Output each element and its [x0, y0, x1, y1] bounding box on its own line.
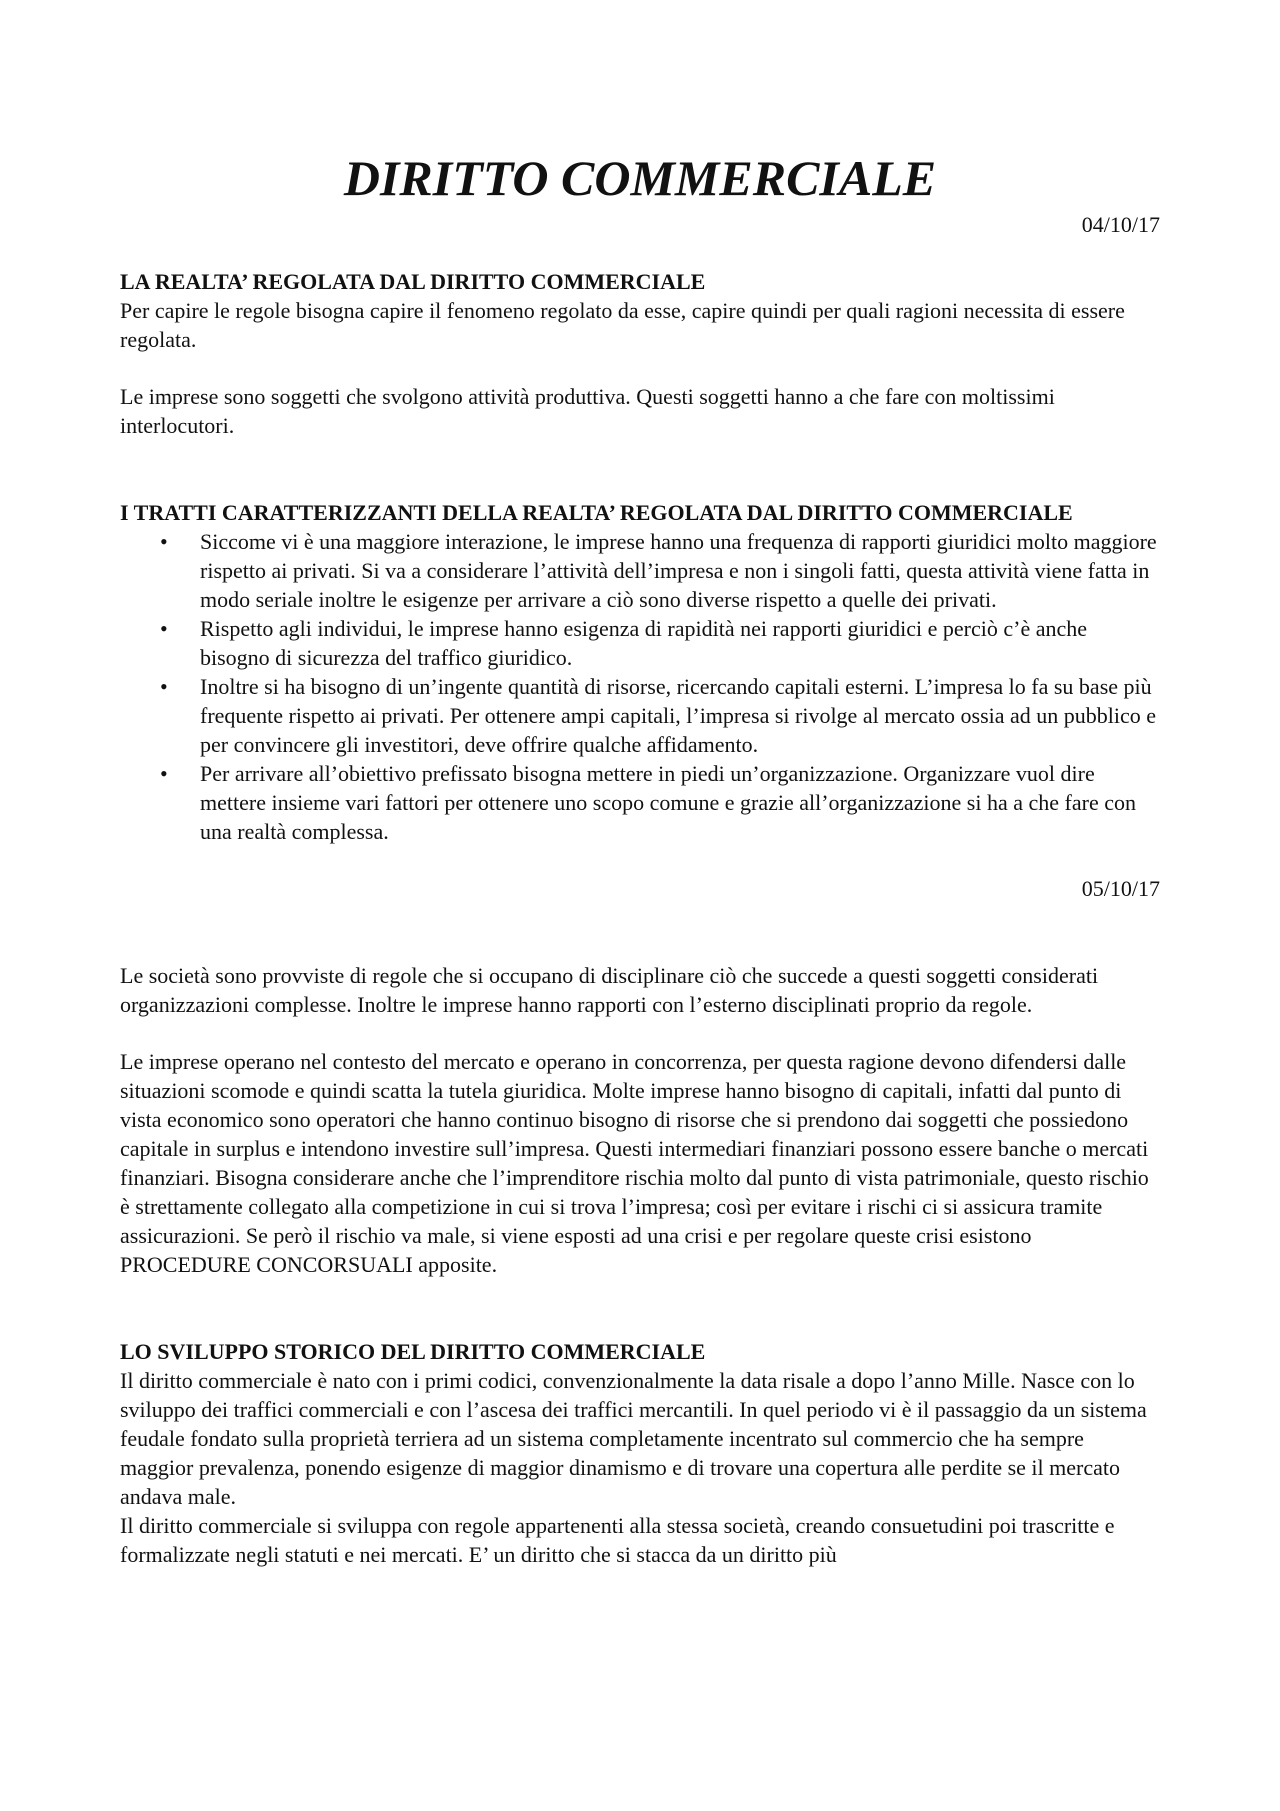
section-3-paragraph: Le società sono provviste di regole che si occupano di disciplinare ciò che succede a questi soggetti considerati organizzazioni complesse. Inoltre le imprese hanno rapporti con l’esterno disciplinati proprio da regole. — [120, 963, 1099, 1017]
section-4-heading: LO SVILUPPO STORICO DEL DIRITTO COMMERCIALE — [120, 1339, 706, 1364]
section-3-paragraph: Le imprese operano nel contesto del mercato e operano in concorrenza, per questa ragione devono difendersi dalle situazioni scomode e quindi scatta la tutela giuridica. Molte imprese hanno bisogno di capitali, infatti dal punto di vista economico sono operatori che hanno continuo bisogno di risorse che si prendono dai soggetti che possiedono capitale in surplus e intendono investire sull’impresa. Questi intermediari finanziari possono essere banche o mercati finanziari. Bisogna considerare anche che l’imprenditore rischia molto dal punto di vista patrimoniale, questo rischio è strettamente collegato alla competizione in cui si trova l’impresa; così per evitare i rischi ci si assicura tramite assicurazioni. Se però il rischio va male, si viene esposti ad una crisi e per regolare queste crisi esistono PROCEDURE CONCORSUALI apposite. — [120, 1049, 1149, 1277]
bullet-icon: • — [160, 529, 168, 554]
list-item — [120, 527, 1160, 614]
spacer — [120, 846, 1160, 874]
list-item-text: Per arrivare all’obiettivo prefissato bisogna mettere in piedi un’organizzazione. Organizzare vuol dire mettere insieme vari fattori per ottenere uno scopo comune e grazie all’organizzazione si ha a che fare con una realtà complessa. — [200, 761, 1136, 844]
characteristics-list — [120, 527, 1160, 846]
section-4-paragraph: Il diritto commerciale è nato con i primi codici, convenzionalmente la data risale a dopo l’anno Mille. Nasce con lo sviluppo dei traffici commerciali e con l’ascesa dei traffici mercantili. In quel periodo vi è il passaggio da un sistema feudale fondato sulla proprietà terriera ad un sistema completamente incentrato sul commercio che ha sempre maggior prevalenza, ponendo esigenze di maggior dinamismo e di trovare una copertura alle perdite se il mercato andava male. — [120, 1368, 1147, 1509]
section-4-paragraph: Il diritto commerciale si sviluppa con regole appartenenti alla stessa società, creando consuetudini poi trascritte e formalizzate negli statuti e nei mercati. E’ un diritto che si stacca da un diritto più — [120, 1513, 1115, 1567]
section-1-paragraph: Per capire le regole bisogna capire il fenomeno regolato da esse, capire quindi per quali ragioni necessita di essere regolata. — [120, 298, 1125, 352]
spacer — [120, 354, 1160, 382]
list-item-text: Inoltre si ha bisogno di un’ingente quantità di risorse, ricercando capitali esterni. L’impresa lo fa su base più frequente rispetto ai privati. Per ottenere ampi capitali, l’impresa si rivolge al mercato ossia ad un pubblico e per convincere gli investitori, deve offrire qualche affidamento. — [200, 674, 1157, 757]
spacer — [120, 903, 1160, 961]
list-item-text: Rispetto agli individui, le imprese hanno esigenza di rapidità nei rapporti giuridici e perciò c’è anche bisogno di sicurezza del traffico giuridico. — [200, 616, 1088, 670]
document-title: DIRITTO COMMERCIALE — [343, 150, 937, 206]
spacer — [120, 1279, 1160, 1337]
section-1-heading: LA REALTA’ REGOLATA DAL DIRITTO COMMERCIALE — [120, 269, 706, 294]
spacer — [120, 239, 1160, 267]
section-2-heading: I TRATTI CARATTERIZZANTI DELLA REALTA’ REGOLATA DAL DIRITTO COMMERCIALE — [120, 500, 1073, 525]
list-item — [120, 672, 1160, 759]
spacer — [120, 1019, 1160, 1047]
section-1-paragraph: Le imprese sono soggetti che svolgono attività produttiva. Questi soggetti hanno a che fare con moltissimi interlocutori. — [120, 384, 1055, 438]
bullet-icon: • — [160, 674, 168, 699]
list-item — [120, 614, 1160, 672]
spacer — [120, 440, 1160, 498]
lecture-date-1: 04/10/17 — [1081, 212, 1160, 237]
document-body — [120, 146, 1160, 1569]
list-item — [120, 759, 1160, 846]
bullet-icon: • — [160, 616, 168, 641]
list-item-text: Siccome vi è una maggiore interazione, le imprese hanno una frequenza di rapporti giuridici molto maggiore rispetto ai privati. Si va a considerare l’attività dell’impresa e non i singoli fatti, questa attività viene fatta in modo seriale inoltre le esigenze per arrivare a ciò sono diverse rispetto a quelle dei privati. — [200, 529, 1157, 612]
lecture-date-2: 05/10/17 — [1081, 876, 1160, 901]
bullet-icon: • — [160, 761, 168, 786]
